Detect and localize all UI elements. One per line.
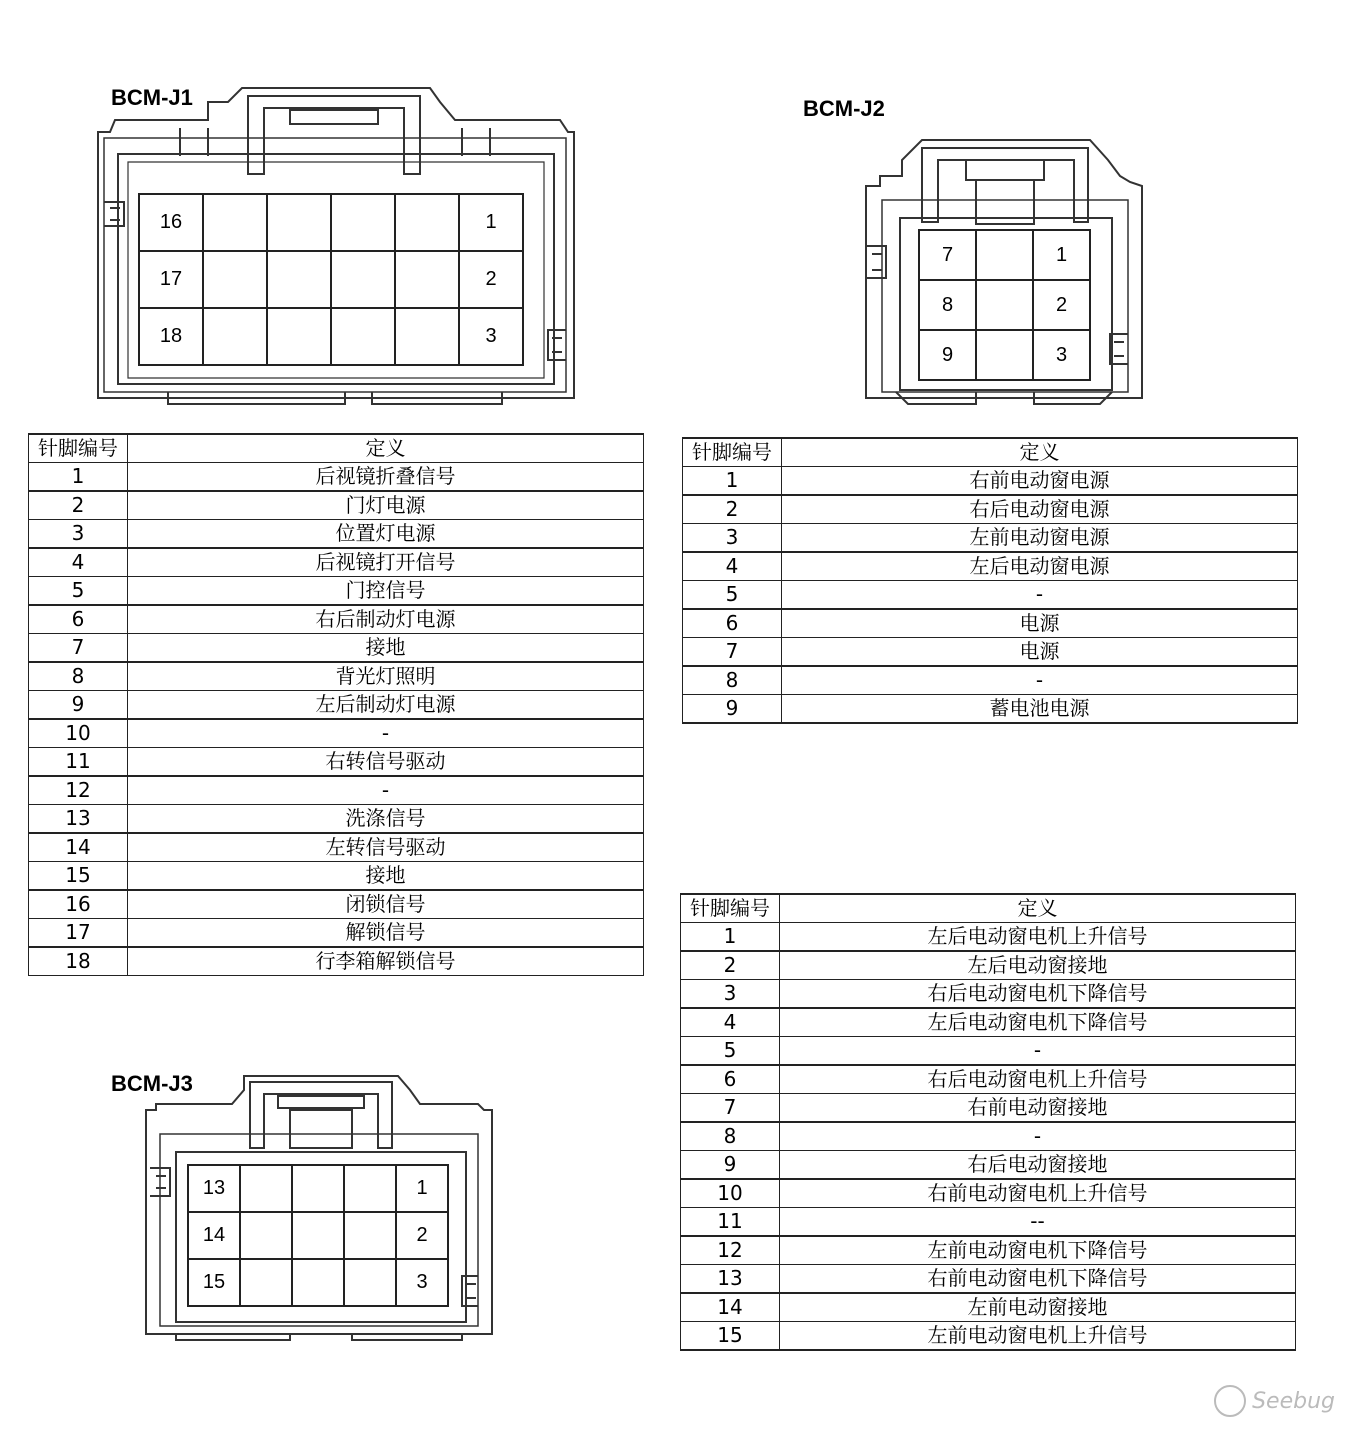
table-row <box>681 1179 1296 1208</box>
pin-number: 11 <box>681 1208 780 1237</box>
pin-number: 6 <box>29 605 128 634</box>
pin-number: 4 <box>683 552 782 581</box>
pin-number: 9 <box>29 691 128 720</box>
pin-cell: 2 <box>459 251 523 308</box>
pin-definition: 后视镜折叠信号 <box>128 463 644 492</box>
pin-definition: 左后制动灯电源 <box>128 691 644 720</box>
table-row <box>681 1037 1296 1066</box>
pin-cell <box>292 1212 344 1259</box>
watermark <box>1214 1385 1335 1417</box>
pin-number: 13 <box>681 1265 780 1294</box>
pin-number: 10 <box>29 719 128 748</box>
table-row <box>29 805 644 834</box>
pin-number: 8 <box>683 666 782 695</box>
pin-number: 18 <box>29 947 128 976</box>
pin-definition: 电源 <box>782 609 1298 638</box>
pin-number: 14 <box>681 1293 780 1322</box>
pin-cell <box>976 330 1033 380</box>
pin-number: 5 <box>29 577 128 606</box>
pin-grid-row <box>139 308 523 365</box>
table-row <box>29 691 644 720</box>
pin-number: 6 <box>681 1065 780 1094</box>
pin-table-j1 <box>28 433 644 976</box>
table-row <box>29 463 644 492</box>
table-row <box>29 491 644 520</box>
pin-number: 11 <box>29 748 128 777</box>
pin-definition: 门灯电源 <box>128 491 644 520</box>
table-row <box>29 947 644 976</box>
connector-j3-pin-grid <box>187 1164 449 1307</box>
pin-number: 3 <box>683 524 782 553</box>
seebug-logo-icon <box>1214 1385 1246 1417</box>
pin-definition: 接地 <box>128 862 644 891</box>
pin-number: 8 <box>29 662 128 691</box>
pin-cell <box>344 1212 396 1259</box>
pin-number: 17 <box>29 919 128 948</box>
connector-label-j2: BCM-J2 <box>803 96 885 121</box>
pin-definition: 右转信号驱动 <box>128 748 644 777</box>
pin-definition: 左前电动窗电机上升信号 <box>780 1322 1296 1351</box>
pin-definition: - <box>128 719 644 748</box>
pin-cell: 2 <box>1033 280 1090 330</box>
pin-definition: 位置灯电源 <box>128 520 644 549</box>
table-row <box>29 776 644 805</box>
pin-cell: 8 <box>919 280 976 330</box>
header-pin: 针脚编号 <box>681 894 780 923</box>
pin-definition: 行李箱解锁信号 <box>128 947 644 976</box>
pin-number: 7 <box>29 634 128 663</box>
pin-cell: 13 <box>188 1165 240 1212</box>
table-row <box>681 951 1296 980</box>
pin-definition: 背光灯照明 <box>128 662 644 691</box>
pin-definition: 闭锁信号 <box>128 890 644 919</box>
pin-definition: 解锁信号 <box>128 919 644 948</box>
header-definition: 定义 <box>782 438 1298 467</box>
pin-definition: 左后电动窗电机上升信号 <box>780 923 1296 952</box>
pin-definition: - <box>782 666 1298 695</box>
pin-table-j2 <box>682 437 1298 724</box>
pin-cell <box>240 1165 292 1212</box>
pin-number: 16 <box>29 890 128 919</box>
table-row <box>29 520 644 549</box>
pin-definition: 右前电动窗电机上升信号 <box>780 1179 1296 1208</box>
pin-definition: 右后电动窗电机下降信号 <box>780 980 1296 1009</box>
pin-cell: 9 <box>919 330 976 380</box>
pin-grid-row <box>139 251 523 308</box>
pin-grid-row <box>188 1165 448 1212</box>
pin-cell: 3 <box>396 1259 448 1306</box>
table-row <box>681 1236 1296 1265</box>
pin-definition: 左转信号驱动 <box>128 833 644 862</box>
pin-definition: 右后电动窗电源 <box>782 495 1298 524</box>
pin-definition: 左前电动窗接地 <box>780 1293 1296 1322</box>
table-row <box>683 552 1298 581</box>
pin-definition: 门控信号 <box>128 577 644 606</box>
pin-cell <box>331 251 395 308</box>
pin-cell <box>395 251 459 308</box>
table-row <box>681 1322 1296 1351</box>
connector-label-j1: BCM-J1 <box>111 85 193 110</box>
pin-number: 4 <box>29 548 128 577</box>
pin-grid-row <box>919 230 1090 280</box>
pin-cell: 17 <box>139 251 203 308</box>
pin-number: 2 <box>29 491 128 520</box>
table-row <box>681 1008 1296 1037</box>
connector-label-j3: BCM-J3 <box>111 1071 193 1096</box>
table-row <box>29 577 644 606</box>
pin-definition: - <box>782 581 1298 610</box>
pin-definition: 电源 <box>782 638 1298 667</box>
table-row <box>29 748 644 777</box>
table-row <box>681 1293 1296 1322</box>
pin-cell: 2 <box>396 1212 448 1259</box>
table-row <box>683 581 1298 610</box>
pin-cell <box>267 251 331 308</box>
pin-definition: 右前电动窗电机下降信号 <box>780 1265 1296 1294</box>
pin-number: 12 <box>681 1236 780 1265</box>
table-row <box>681 1122 1296 1151</box>
pin-number: 8 <box>681 1122 780 1151</box>
table-row <box>29 919 644 948</box>
pin-cell: 15 <box>188 1259 240 1306</box>
table-row <box>683 524 1298 553</box>
table-row <box>681 1094 1296 1123</box>
table-header-row <box>681 894 1296 923</box>
table-row <box>29 862 644 891</box>
pin-grid-row <box>919 330 1090 380</box>
pin-grid-row <box>919 280 1090 330</box>
pin-number: 4 <box>681 1008 780 1037</box>
pin-cell: 1 <box>459 194 523 251</box>
pin-cell: 14 <box>188 1212 240 1259</box>
pin-cell: 7 <box>919 230 976 280</box>
pin-number: 7 <box>683 638 782 667</box>
pin-number: 6 <box>683 609 782 638</box>
pin-cell <box>267 194 331 251</box>
pin-cell <box>240 1212 292 1259</box>
connector-j1-pin-grid <box>138 193 524 366</box>
watermark-text: Seebug <box>1252 1388 1335 1414</box>
pin-cell <box>267 308 331 365</box>
table-row <box>683 666 1298 695</box>
pin-definition: 洗涤信号 <box>128 805 644 834</box>
pin-definition: 左后电动窗接地 <box>780 951 1296 980</box>
pin-cell: 3 <box>1033 330 1090 380</box>
table-row <box>681 1065 1296 1094</box>
pin-definition: 右后制动灯电源 <box>128 605 644 634</box>
pin-number: 1 <box>29 463 128 492</box>
pin-cell <box>203 251 267 308</box>
pin-cell <box>240 1259 292 1306</box>
pin-grid-row <box>139 194 523 251</box>
table-row <box>29 833 644 862</box>
pin-number: 2 <box>683 495 782 524</box>
pin-definition: 后视镜打开信号 <box>128 548 644 577</box>
pin-definition: 左后电动窗电源 <box>782 552 1298 581</box>
table-row <box>681 923 1296 952</box>
pin-definition: 右后电动窗电机上升信号 <box>780 1065 1296 1094</box>
pin-number: 1 <box>681 923 780 952</box>
connector-j2-pin-grid <box>918 229 1091 381</box>
pin-definition: 右前电动窗接地 <box>780 1094 1296 1123</box>
pin-number: 1 <box>683 467 782 496</box>
header-pin: 针脚编号 <box>29 434 128 463</box>
table-row <box>683 638 1298 667</box>
pin-number: 10 <box>681 1179 780 1208</box>
table-row <box>683 495 1298 524</box>
pin-definition: 接地 <box>128 634 644 663</box>
pin-cell <box>395 194 459 251</box>
pin-number: 5 <box>683 581 782 610</box>
pin-number: 3 <box>681 980 780 1009</box>
pin-number: 7 <box>681 1094 780 1123</box>
pin-definition: 左前电动窗电源 <box>782 524 1298 553</box>
pin-number: 14 <box>29 833 128 862</box>
pin-table-j3 <box>680 893 1296 1351</box>
pin-definition: 左后电动窗电机下降信号 <box>780 1008 1296 1037</box>
table-header-row <box>29 434 644 463</box>
table-row <box>681 980 1296 1009</box>
table-row <box>683 609 1298 638</box>
pin-cell <box>292 1165 344 1212</box>
pin-cell <box>395 308 459 365</box>
table-row <box>681 1208 1296 1237</box>
pin-number: 13 <box>29 805 128 834</box>
pin-cell <box>344 1259 396 1306</box>
header-definition: 定义 <box>128 434 644 463</box>
pin-number: 9 <box>683 695 782 724</box>
table-row <box>29 719 644 748</box>
pin-cell: 1 <box>1033 230 1090 280</box>
table-row <box>681 1265 1296 1294</box>
pin-definition: - <box>780 1122 1296 1151</box>
pin-definition: 右前电动窗电源 <box>782 467 1298 496</box>
pin-cell <box>331 308 395 365</box>
table-row <box>29 662 644 691</box>
pin-definition: - <box>780 1037 1296 1066</box>
pin-cell <box>976 280 1033 330</box>
pin-number: 5 <box>681 1037 780 1066</box>
header-definition: 定义 <box>780 894 1296 923</box>
table-header-row <box>683 438 1298 467</box>
pin-grid-row <box>188 1212 448 1259</box>
pin-cell: 1 <box>396 1165 448 1212</box>
pin-number: 15 <box>681 1322 780 1351</box>
pin-cell <box>203 194 267 251</box>
pin-number: 2 <box>681 951 780 980</box>
table-row <box>683 467 1298 496</box>
pin-number: 12 <box>29 776 128 805</box>
table-row <box>681 1151 1296 1180</box>
pin-grid-row <box>188 1259 448 1306</box>
pin-cell <box>203 308 267 365</box>
pin-definition: 蓄电池电源 <box>782 695 1298 724</box>
table-row <box>29 548 644 577</box>
pin-cell <box>292 1259 344 1306</box>
pin-number: 3 <box>29 520 128 549</box>
table-row <box>683 695 1298 724</box>
table-row <box>29 890 644 919</box>
pin-number: 15 <box>29 862 128 891</box>
pin-number: 9 <box>681 1151 780 1180</box>
pin-definition: 左前电动窗电机下降信号 <box>780 1236 1296 1265</box>
pin-definition: - <box>128 776 644 805</box>
table-row <box>29 634 644 663</box>
pin-cell <box>976 230 1033 280</box>
pin-cell <box>331 194 395 251</box>
pin-cell: 16 <box>139 194 203 251</box>
pin-cell: 3 <box>459 308 523 365</box>
header-pin: 针脚编号 <box>683 438 782 467</box>
table-row <box>29 605 644 634</box>
pin-definition: -- <box>780 1208 1296 1237</box>
pin-cell <box>344 1165 396 1212</box>
pin-definition: 右后电动窗接地 <box>780 1151 1296 1180</box>
pin-cell: 18 <box>139 308 203 365</box>
